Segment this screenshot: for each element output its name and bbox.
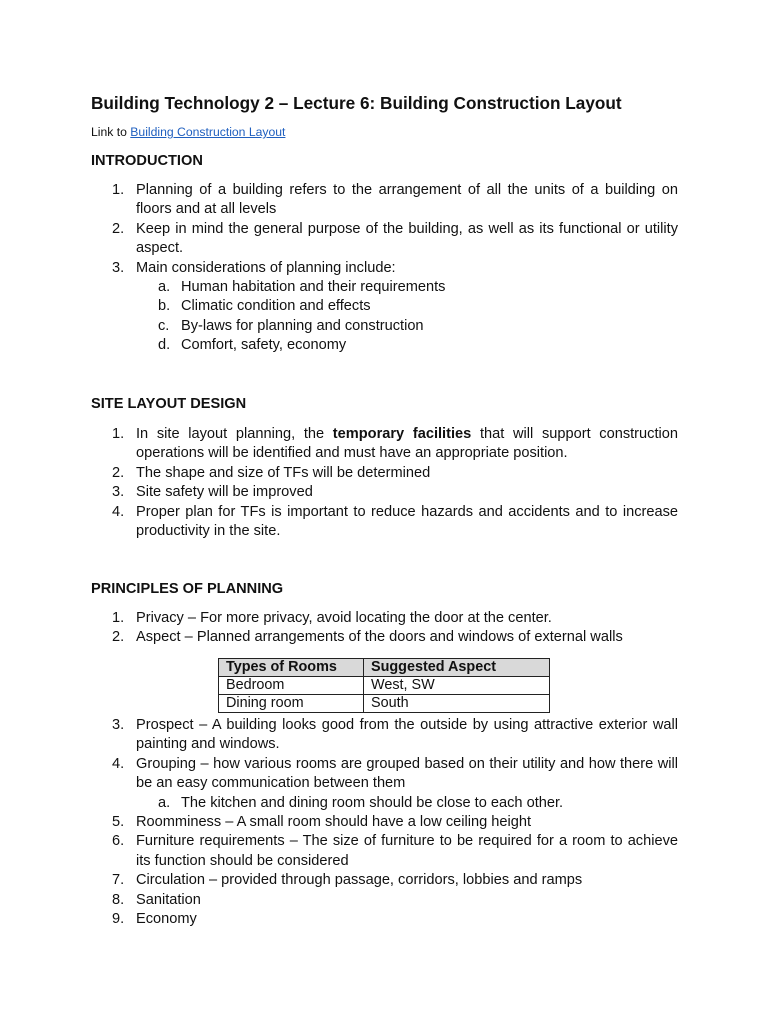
item-text: Planning of a building refers to the arrangement of all the units of a building on floors and at all levels bbox=[136, 182, 678, 218]
table-cell: Dining room bbox=[219, 695, 364, 713]
considerations-sublist bbox=[91, 278, 678, 356]
temporary-facilities-emphasis: temporary facilities bbox=[332, 426, 472, 442]
list-item bbox=[91, 832, 678, 871]
list-item bbox=[91, 483, 678, 502]
item-text: Circulation – provided through passage, corridors, lobbies and ramps bbox=[136, 872, 583, 889]
item-number: 3. bbox=[112, 717, 125, 733]
sub-list-item bbox=[91, 297, 678, 316]
item-text bbox=[91, 425, 678, 464]
table-row bbox=[219, 677, 550, 695]
item-number: 2. bbox=[112, 220, 125, 237]
table-header-row bbox=[219, 659, 550, 677]
list-item bbox=[91, 755, 678, 794]
item-text: Roomminess – A small room should have a low ceiling height bbox=[136, 814, 532, 831]
link-prefix: Link to bbox=[91, 125, 131, 139]
room-aspect-table bbox=[218, 658, 550, 713]
item-text: Proper plan for TFs is important to reduce hazards and accidents and to increase productivity in the site. bbox=[136, 503, 678, 540]
item-number: 8. bbox=[112, 891, 125, 908]
column-header: Suggested Aspect bbox=[364, 659, 550, 677]
document-title: Building Technology 2 – Lecture 6: Building Construction Layout bbox=[91, 93, 622, 113]
item-text: Keep in mind the general purpose of the building, as well as its functional or utility aspect. bbox=[136, 220, 678, 257]
sub-item-text: Comfort, safety, economy bbox=[181, 337, 347, 354]
list-item bbox=[91, 871, 678, 890]
item-number: 1. bbox=[112, 426, 125, 442]
sub-item-letter: b. bbox=[158, 298, 171, 315]
item-text: Prospect – A building looks good from the outside by using attractive exterior wall painting and windows. bbox=[136, 717, 678, 753]
item-number: 3. bbox=[112, 259, 125, 276]
item-number: 3. bbox=[112, 484, 125, 501]
introduction-list bbox=[91, 181, 678, 356]
item-number: 5. bbox=[112, 814, 125, 831]
item-number: 7. bbox=[112, 872, 125, 889]
item-number: 2. bbox=[112, 464, 125, 481]
item-text: Main considerations of planning include: bbox=[136, 259, 396, 276]
list-item bbox=[91, 716, 678, 755]
grouping-sublist bbox=[91, 794, 678, 813]
sub-list-item bbox=[91, 317, 678, 336]
column-header: Types of Rooms bbox=[219, 659, 364, 677]
list-item bbox=[91, 220, 678, 259]
item-text: Furniture requirements – The size of furniture to be required for a room to achieve its function should be considered bbox=[136, 833, 678, 869]
item-text: Privacy – For more privacy, avoid locating the door at the center. bbox=[136, 610, 552, 626]
sub-item-text: Climatic condition and effects bbox=[181, 298, 371, 315]
item-number: 1. bbox=[112, 610, 125, 626]
table-cell: Bedroom bbox=[219, 677, 364, 695]
item-number: 9. bbox=[112, 911, 125, 928]
sub-list-item bbox=[91, 794, 678, 813]
item-text: Site safety will be improved bbox=[136, 484, 313, 501]
table-row bbox=[219, 695, 550, 713]
sub-list-item bbox=[91, 278, 678, 297]
list-item bbox=[91, 628, 678, 647]
site-layout-list bbox=[91, 425, 678, 541]
item-number: 6. bbox=[112, 833, 125, 850]
sub-item-text: The kitchen and dining room should be close to each other. bbox=[181, 794, 564, 811]
table-cell: West, SW bbox=[364, 677, 550, 695]
item-text: Economy bbox=[136, 911, 197, 928]
item-number: 1. bbox=[112, 182, 125, 198]
sub-item-letter: a. bbox=[158, 279, 171, 296]
list-item bbox=[91, 181, 678, 220]
list-item bbox=[91, 425, 678, 464]
principles-list-top bbox=[91, 609, 678, 648]
item-number: 4. bbox=[112, 503, 125, 520]
introduction-heading: INTRODUCTION bbox=[91, 153, 203, 169]
principles-heading: PRINCIPLES OF PLANNING bbox=[91, 581, 284, 597]
list-item bbox=[91, 503, 678, 542]
lecture-link[interactable]: Building Construction Layout bbox=[130, 125, 286, 139]
sub-item-letter: a. bbox=[158, 794, 171, 811]
list-item bbox=[91, 259, 678, 278]
sub-item-text: By-laws for planning and construction bbox=[181, 317, 424, 334]
item-text: Aspect – Planned arrangements of the doors and windows of external walls bbox=[136, 629, 623, 646]
site-layout-heading: SITE LAYOUT DESIGN bbox=[91, 396, 247, 412]
link-line bbox=[91, 125, 285, 139]
list-item bbox=[91, 813, 678, 832]
list-item bbox=[91, 891, 678, 910]
item-text-part: In site layout planning, the bbox=[136, 426, 333, 442]
item-number: 4. bbox=[112, 755, 125, 772]
list-item bbox=[91, 464, 678, 483]
principles-list-bottom bbox=[91, 716, 678, 929]
sub-item-letter: c. bbox=[158, 317, 170, 334]
list-item bbox=[91, 609, 678, 628]
item-text-part: that will support construction operations will be identified and must have an appropriate position. bbox=[136, 426, 678, 462]
item-number: 2. bbox=[112, 629, 125, 646]
sub-item-letter: d. bbox=[158, 337, 171, 354]
item-text: Grouping – how various rooms are grouped based on their utility and how there will be an easy communication between them bbox=[136, 755, 678, 792]
item-text: Sanitation bbox=[136, 891, 201, 908]
table-cell: South bbox=[364, 695, 550, 713]
item-text: The shape and size of TFs will be determined bbox=[136, 464, 431, 481]
sub-item-text: Human habitation and their requirements bbox=[181, 279, 446, 296]
list-item bbox=[91, 910, 678, 929]
sub-list-item bbox=[91, 336, 678, 355]
